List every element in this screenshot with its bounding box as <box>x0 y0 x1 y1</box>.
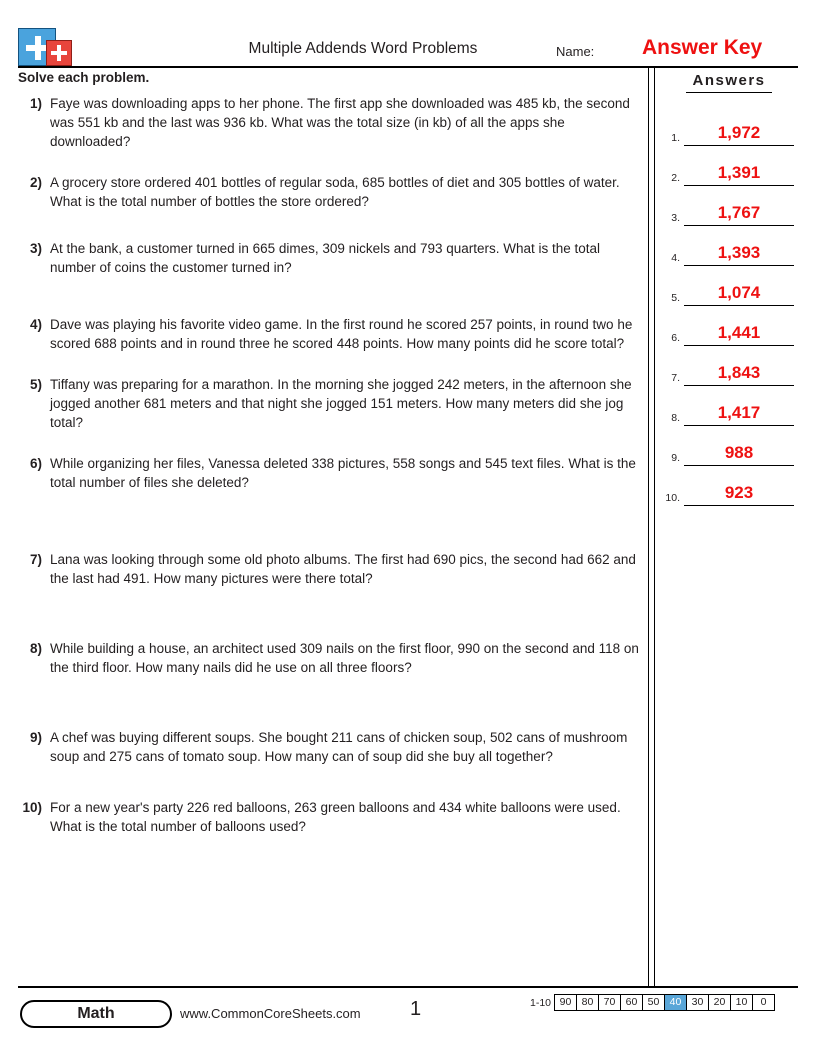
problem-number: 4) <box>29 317 42 332</box>
scale-cell: 60 <box>620 994 643 1011</box>
problem-number: 9) <box>29 730 42 745</box>
problem-item <box>20 728 640 766</box>
scale-cell: 70 <box>598 994 621 1011</box>
scale-cell: 80 <box>576 994 599 1011</box>
problem-text: For a new year's party 226 red balloons, 263 green balloons and 434 white balloons were used. What is the total number of balloons used? <box>50 800 621 834</box>
answer-line <box>684 505 794 506</box>
plus-signs-logo-icon <box>18 28 74 68</box>
problem-item <box>20 454 640 492</box>
problem-number: 2) <box>29 175 42 190</box>
problem-number: 7) <box>29 552 42 567</box>
scale-cell: 30 <box>686 994 709 1011</box>
answer-row <box>658 266 798 306</box>
problem-text: Tiffany was preparing for a marathon. In the morning she jogged 242 meters, in the afternoon she jogged another 681 meters and that night she jogged 151 meters. How many meters did she jog total? <box>50 377 632 430</box>
answers-heading: Answers <box>692 72 766 89</box>
scale-range-label: 1-10 <box>530 997 552 1009</box>
answer-index: 5. <box>671 292 680 304</box>
answers-list <box>658 106 798 506</box>
answer-index: 4. <box>671 252 680 264</box>
problem-number: 6) <box>29 456 42 471</box>
answer-value: 1,393 <box>717 243 761 262</box>
answer-index: 8. <box>671 412 680 424</box>
problem-text: At the bank, a customer turned in 665 dimes, 309 nickels and 793 quarters. What is the total number of coins the customer turned in? <box>50 241 601 275</box>
answers-heading-underline <box>686 92 772 93</box>
answer-value: 1,441 <box>717 323 761 342</box>
column-divider-inner <box>654 68 655 986</box>
subject-label: Math <box>77 1005 115 1022</box>
answer-row <box>658 146 798 186</box>
problem-number: 10) <box>22 800 42 815</box>
column-divider-outer <box>648 68 649 986</box>
answer-row <box>658 226 798 266</box>
problem-item <box>20 550 640 588</box>
answer-index: 3. <box>671 212 680 224</box>
answer-value: 1,972 <box>717 123 761 142</box>
answer-index: 2. <box>671 172 680 184</box>
scale-cell-highlighted: 40 <box>664 994 687 1011</box>
answer-row <box>658 186 798 226</box>
problem-list <box>20 94 640 836</box>
answer-value: 988 <box>724 443 754 462</box>
scale-cell: 10 <box>730 994 753 1011</box>
page-title: Multiple Addends Word Problems <box>248 40 478 57</box>
subject-badge <box>20 1000 172 1028</box>
scale-cell: 20 <box>708 994 731 1011</box>
answer-row <box>658 346 798 386</box>
name-label: Name: <box>556 44 595 59</box>
answer-row <box>658 106 798 146</box>
scale-cell: 90 <box>554 994 577 1011</box>
problem-number: 3) <box>29 241 42 256</box>
problem-number: 5) <box>29 377 42 392</box>
answer-value: 1,843 <box>717 363 761 382</box>
problem-item <box>20 375 640 432</box>
logo-red-square <box>46 40 72 66</box>
problem-text: Faye was downloading apps to her phone. The first app she downloaded was 485 kb, the second was 551 kb and the last was 936 kb. What was the total size (in kb) of all the apps she downloaded? <box>50 96 630 149</box>
scale-cell: 50 <box>642 994 665 1011</box>
problem-item <box>20 239 640 277</box>
problem-item <box>20 798 640 836</box>
problem-number: 1) <box>29 96 42 111</box>
problem-text: While building a house, an architect used 309 nails on the first floor, 990 on the second and 118 on the third floor. How many nails did he use on all three floors? <box>50 641 639 675</box>
problem-item <box>20 315 640 353</box>
answer-key-stamp: Answer Key <box>642 36 763 59</box>
problem-item <box>20 639 640 677</box>
scale-cell: 0 <box>752 994 775 1011</box>
answer-value: 1,391 <box>717 163 761 182</box>
answer-index: 6. <box>671 332 680 344</box>
answer-index: 10. <box>665 492 680 504</box>
grading-scale <box>530 994 775 1011</box>
website-link[interactable]: www.CommonCoreSheets.com <box>180 1006 361 1021</box>
answer-value: 923 <box>724 483 754 502</box>
answer-value: 1,767 <box>717 203 761 222</box>
page-number: 1 <box>410 998 422 1020</box>
answer-index: 1. <box>671 132 680 144</box>
answer-value: 1,074 <box>717 283 761 302</box>
answer-row <box>658 306 798 346</box>
problem-number: 8) <box>29 641 42 656</box>
page-header <box>18 28 798 68</box>
problem-item <box>20 173 640 211</box>
problem-text: A chef was buying different soups. She bought 211 cans of chicken soup, 502 cans of mushroom soup and 275 cans of tomato soup. How many can of soup did she buy all together? <box>50 730 628 764</box>
problem-text: A grocery store ordered 401 bottles of regular soda, 685 bottles of diet and 305 bottles of water. What is the total number of bottles the store ordered? <box>50 175 620 209</box>
problem-text: Dave was playing his favorite video game. In the first round he scored 257 points, in round two he scored 688 points and in round three he scored 448 points. How many points did he score total? <box>50 317 633 351</box>
answer-row <box>658 426 798 466</box>
answer-row <box>658 386 798 426</box>
answer-value: 1,417 <box>717 403 761 422</box>
answer-index: 9. <box>671 452 680 464</box>
header-divider <box>18 66 798 68</box>
footer-divider <box>18 986 798 988</box>
answer-index: 7. <box>671 372 680 384</box>
problem-text: While organizing her files, Vanessa deleted 338 pictures, 558 songs and 545 text files. What is the total number of files she deleted? <box>50 456 636 490</box>
answer-row <box>658 466 798 506</box>
instructions: Solve each problem. <box>18 70 150 85</box>
problem-item <box>20 94 640 151</box>
problem-text: Lana was looking through some old photo albums. The first had 690 pics, the second had 662 and the last had 491. How many pictures were there total? <box>50 552 636 586</box>
